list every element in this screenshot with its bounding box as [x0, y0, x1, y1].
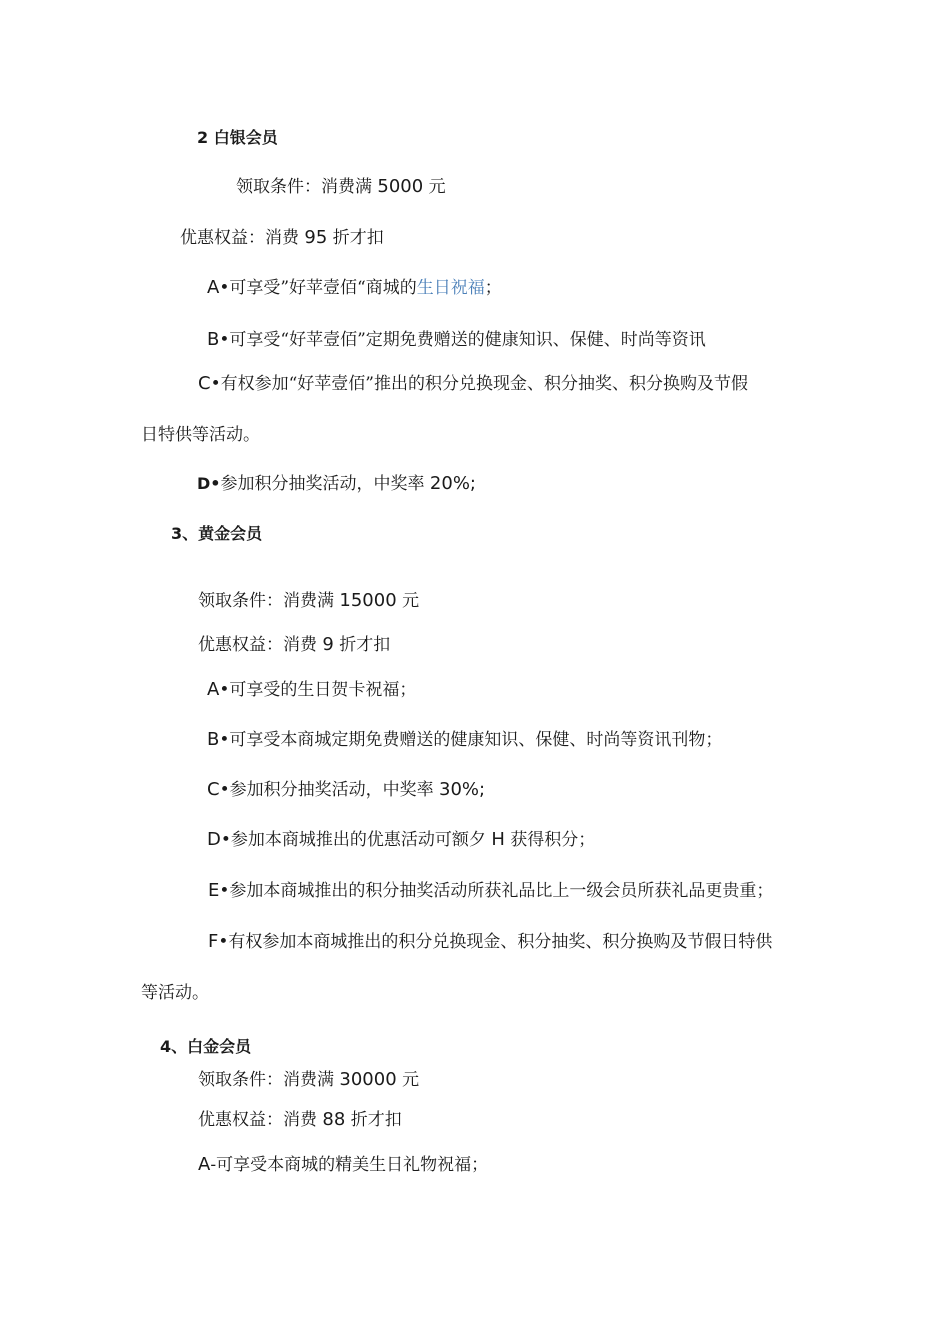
item-label: F	[208, 931, 219, 952]
item-label: E	[208, 880, 220, 901]
gold-item-c	[207, 779, 485, 801]
silver-item-c	[198, 373, 748, 395]
gold-heading: 3、黄金会员	[171, 524, 263, 543]
item-label: C	[198, 373, 211, 394]
platinum-heading: 4、白金会员	[160, 1037, 252, 1056]
win-rate: 30%;	[439, 779, 486, 800]
benefit-prefix: 优惠权益：消费	[180, 228, 305, 248]
platinum-condition	[198, 1069, 419, 1091]
silver-item-a	[207, 277, 502, 299]
condition-suffix: 元	[423, 177, 446, 197]
silver-item-d	[197, 473, 476, 495]
condition-prefix: 领取条件：消费满	[198, 591, 340, 611]
item-label: C	[207, 779, 220, 800]
benefit-suffix: 折才扣	[327, 228, 384, 248]
item-label: D•	[197, 474, 221, 493]
birthday-blessing-link[interactable]: 生日祝福	[416, 278, 485, 298]
item-text: •可享受”好苹壹佰“商城的	[219, 278, 417, 298]
gold-item-e	[208, 880, 773, 902]
item-label: A	[198, 1154, 211, 1175]
item-label: B	[207, 329, 220, 350]
platinum-item-a	[198, 1154, 488, 1176]
item-label: A	[207, 679, 220, 700]
benefit-suffix: 折才扣	[333, 635, 391, 655]
condition-prefix: 领取条件：消费满	[198, 1070, 340, 1090]
condition-prefix: 领取条件：消费满	[236, 177, 378, 197]
benefit-prefix: 优惠权益：消费	[198, 635, 323, 655]
benefit-discount: 95	[304, 227, 328, 248]
condition-amount: 5000	[377, 176, 424, 197]
item-text: •可享受本商城定期免费赠送的健康知识、保健、时尚等资讯刊物；	[219, 730, 723, 750]
item-text: •参加本商城推出的优惠活动可额夕	[220, 830, 492, 850]
benefit-suffix: 折才扣	[345, 1110, 402, 1130]
gold-item-d	[207, 829, 595, 851]
condition-suffix: 元	[396, 1070, 420, 1090]
gold-item-f-continued: 等活动。	[141, 983, 209, 1003]
benefit-prefix: 优惠权益：消费	[198, 1110, 323, 1130]
item-label: A	[207, 277, 220, 298]
win-rate: 20%;	[429, 473, 476, 494]
item-text: •参加积分抽奖活动，中奖率	[219, 780, 440, 800]
item-label: B	[207, 729, 220, 750]
silver-heading: 2 白银会员	[197, 128, 278, 147]
item-text: •可享受“好苹壹佰”定期免费赠送的健康知识、保健、时尚等资讯	[219, 330, 706, 350]
condition-amount: 15000	[339, 590, 397, 611]
gold-item-b	[207, 729, 722, 751]
item-text: 参加积分抽奖活动，中奖率	[220, 474, 430, 494]
gold-benefit	[198, 634, 390, 656]
silver-item-c-continued: 日特供等活动。	[141, 425, 260, 445]
item-text: •参加本商城推出的积分抽奖活动所获礼品比上一级会员所获礼品更贵重；	[219, 881, 774, 901]
item-text-suffix: 获得积分；	[504, 830, 596, 850]
platinum-benefit	[198, 1109, 402, 1131]
condition-suffix: 元	[396, 591, 420, 611]
silver-benefit	[180, 227, 384, 249]
item-text: -可享受本商城的精美生日礼物祝福；	[210, 1155, 489, 1175]
item-text: •可享受的生日贺卡祝福；	[219, 680, 417, 700]
benefit-discount: 88	[322, 1109, 346, 1130]
gold-item-f	[208, 931, 772, 953]
item-text: •有权参加“好苹壹佰”推出的积分兑换现金、积分抽奖、积分换购及节假	[210, 374, 748, 394]
gold-item-a	[207, 679, 416, 701]
item-text: •有权参加本商城推出的积分兑换现金、积分抽奖、积分换购及节假日特供	[218, 932, 773, 952]
silver-condition	[236, 176, 446, 198]
item-h: H	[491, 829, 505, 850]
item-text-suffix: ；	[484, 278, 502, 298]
benefit-discount: 9	[322, 634, 334, 655]
gold-condition	[198, 590, 419, 612]
silver-item-b	[207, 329, 706, 351]
condition-amount: 30000	[339, 1069, 397, 1090]
item-label: D	[207, 829, 221, 850]
